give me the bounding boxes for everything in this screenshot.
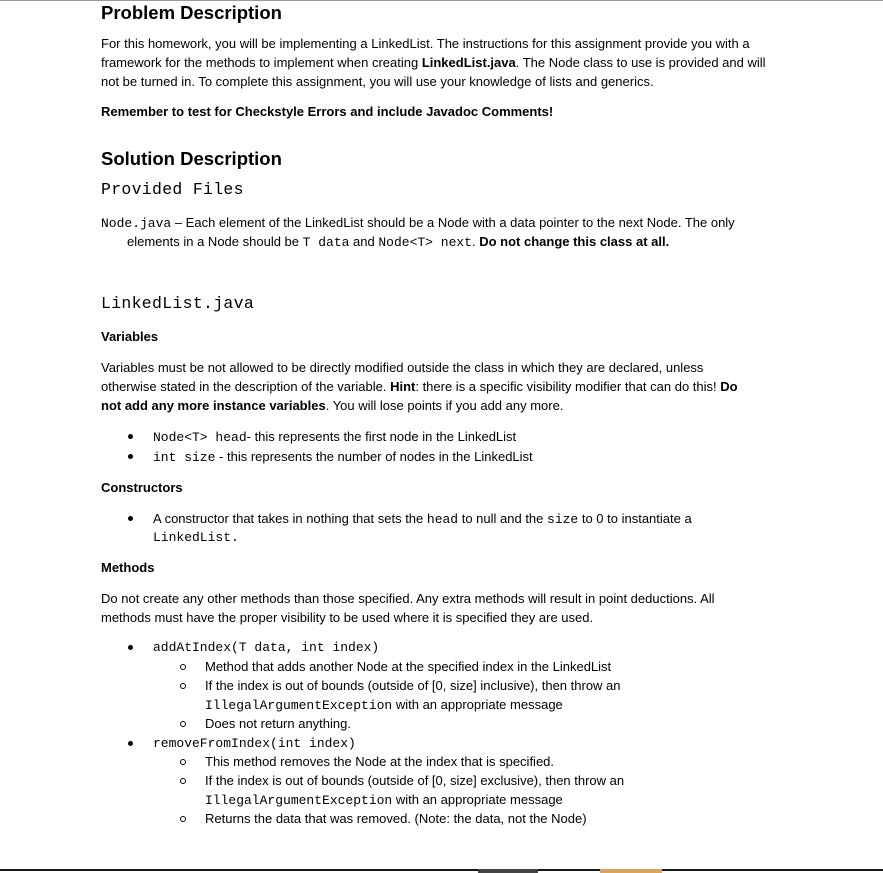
constructor-item-cont: LinkedList.	[153, 530, 239, 545]
top-divider	[0, 0, 883, 1]
bullet-dot	[128, 454, 133, 459]
remove-from-index-detail-2-cont: IllegalArgumentException with an appropriate message	[205, 792, 563, 808]
sub-bullet-circle	[180, 816, 186, 822]
linkedlist-java-heading: LinkedList.java	[101, 294, 255, 313]
checkstyle-reminder: Remember to test for Checkstyle Errors and include Javadoc Comments!	[101, 104, 554, 119]
variable-size-item: int size - this represents the number of nodes in the LinkedList	[153, 449, 533, 465]
add-at-index-detail-2: If the index is out of bounds (outside of [0, size] inclusive), then throw an	[205, 678, 621, 693]
variable-head-item: Node<T> head- this represents the first node in the LinkedList	[153, 429, 517, 445]
provided-files-heading: Provided Files	[101, 180, 244, 199]
bottom-accent-dark	[478, 869, 538, 873]
variables-paragraph: Variables must be not allowed to be directly modified outside the class in which they are declared, unless otherwise stated in the description of the variable. Hint: there is a specific visibility modifier that can do this! Do not add any more instance variables. You will lose points if you add any more.	[101, 360, 738, 413]
bullet-dot	[128, 645, 133, 650]
remove-from-index-detail-1: This method removes the Node at the index that is specified.	[205, 754, 555, 769]
bottom-accent-orange	[600, 869, 662, 873]
sub-bullet-circle	[180, 664, 186, 670]
remove-from-index-detail-3: Returns the data that was removed. (Note: the data, not the Node)	[205, 811, 587, 826]
bullet-dot	[128, 741, 133, 746]
node-java-description: Node.java – Each element of the LinkedList should be a Node with a data pointer to the next Node. The only	[101, 215, 735, 231]
add-at-index-detail-3: Does not return anything.	[205, 716, 351, 731]
sub-bullet-circle	[180, 721, 186, 727]
solution-description-heading: Solution Description	[101, 148, 282, 169]
bottom-divider	[0, 869, 883, 871]
sub-bullet-circle	[180, 778, 186, 784]
problem-description-heading: Problem Description	[101, 2, 282, 23]
sub-bullet-circle	[180, 759, 186, 765]
add-at-index-signature: addAtIndex(T data, int index)	[153, 640, 380, 655]
remove-from-index-detail-2: If the index is out of bounds (outside of [0, size] exclusive), then throw an	[205, 773, 625, 788]
methods-heading: Methods	[101, 560, 155, 575]
methods-paragraph: Do not create any other methods than those specified. Any extra methods will result in point deductions. All methods must have the proper visibility to be used where it is specified they are used.	[101, 591, 715, 625]
constructors-heading: Constructors	[101, 480, 183, 495]
bullet-dot	[128, 434, 133, 439]
remove-from-index-signature: removeFromIndex(int index)	[153, 736, 356, 751]
problem-paragraph: For this homework, you will be implementing a LinkedList. The instructions for this assignment provide you with a framework for the methods to implement when creating LinkedList.java. The Node class to use is provided and will not be turned in. To complete this assignment, you will use your knowledge of lists and generics.	[101, 36, 766, 89]
bullet-dot	[128, 516, 133, 521]
add-at-index-detail-1: Method that adds another Node at the specified index in the LinkedList	[205, 659, 612, 674]
add-at-index-detail-2-cont: IllegalArgumentException with an appropriate message	[205, 697, 563, 713]
node-java-description-cont: elements in a Node should be T data and Node<T> next. Do not change this class at all.	[127, 234, 670, 250]
constructor-item: A constructor that takes in nothing that sets the head to null and the size to 0 to instantiate a	[153, 511, 692, 527]
sub-bullet-circle	[180, 683, 186, 689]
variables-heading: Variables	[101, 329, 159, 344]
